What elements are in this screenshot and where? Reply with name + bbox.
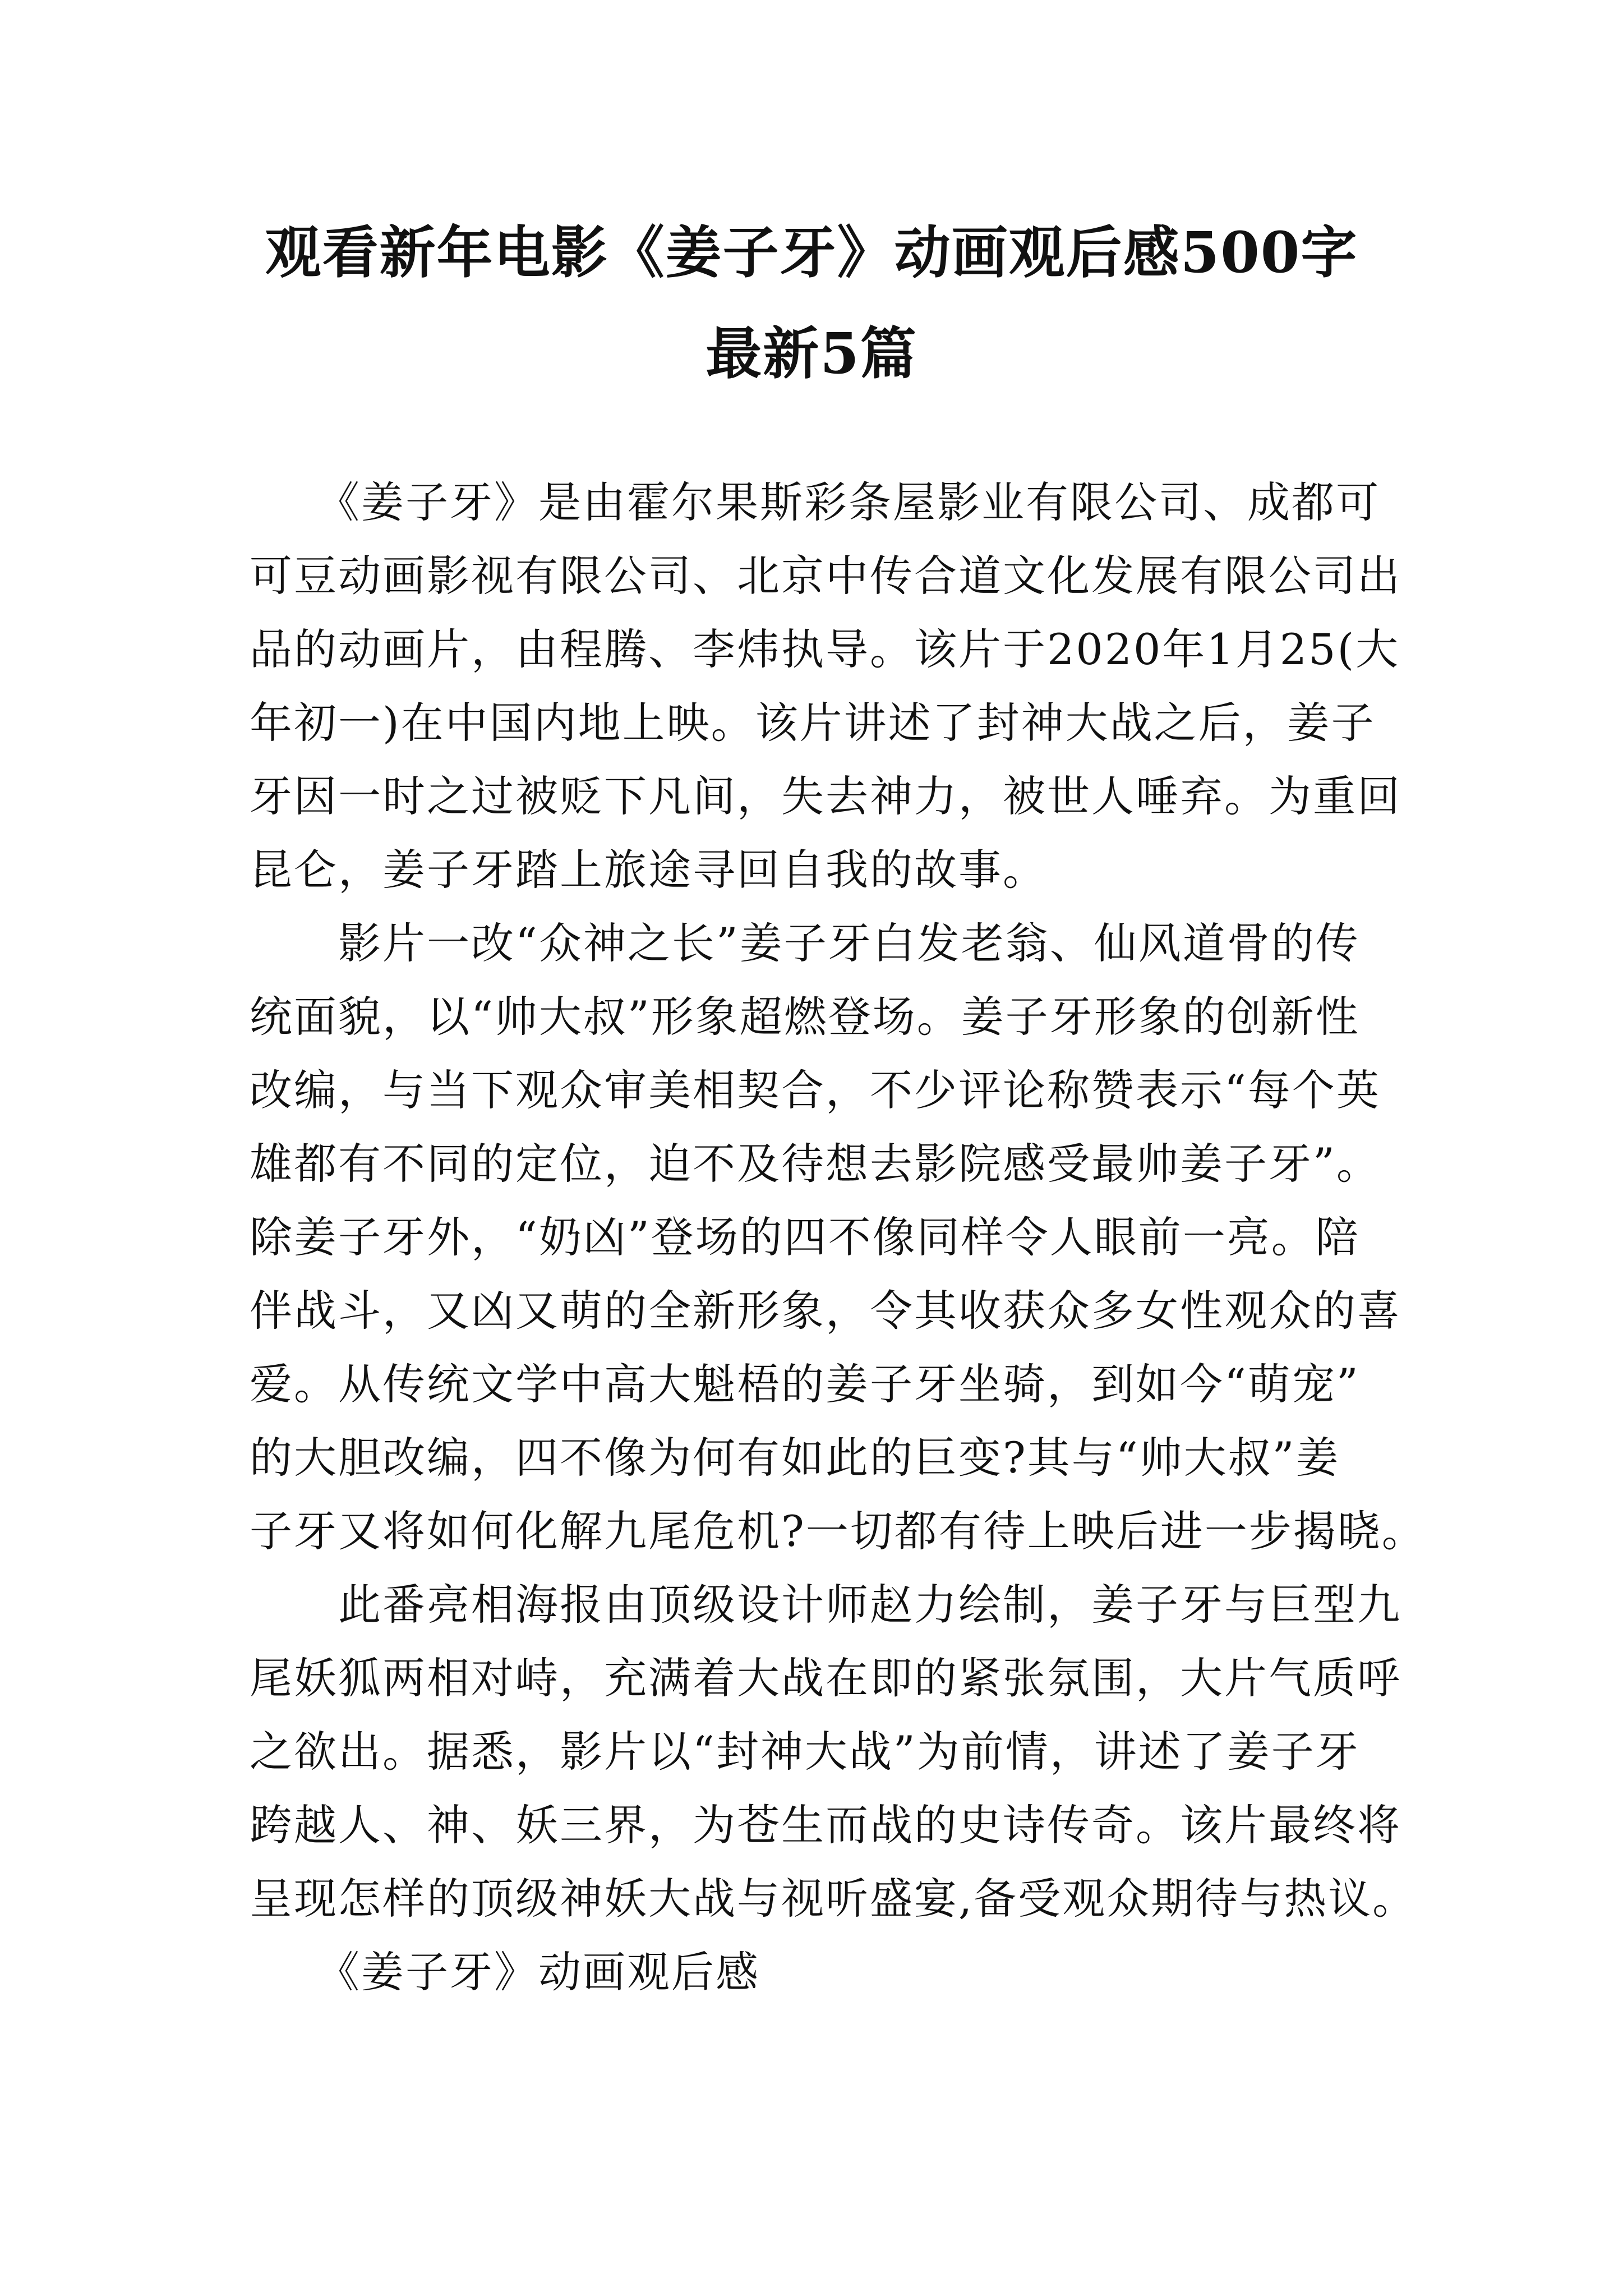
text-line: 伴战斗，又凶又萌的全新形象，令其收获众多女性观众的喜: [250, 1286, 1401, 1336]
text-line: 可豆动画影视有限公司、北京中传合道文化发展有限公司出: [250, 551, 1401, 601]
text-line: 改编，与当下观众审美相契合，不少评论称赞表示“每个英: [250, 1065, 1381, 1115]
text-line: 此番亮相海报由顶级设计师赵力绘制，姜子牙与巨型九: [250, 1580, 1401, 1630]
text-line: 跨越人、神、妖三界，为苍生而战的史诗传奇。该片最终将: [250, 1800, 1401, 1850]
paragraph-3: [250, 1568, 1417, 1935]
text-line: 昆仑，姜子牙踏上旅途寻回自我的故事。: [250, 845, 1047, 895]
text-line: 尾妖狐两相对峙，充满着大战在即的紧张氛围，大片气质呼: [250, 1653, 1401, 1703]
paragraph-1: [250, 466, 1401, 907]
text-line: 《姜子牙》动画观后感: [250, 1947, 760, 1997]
text-line: 的大胆改编，四不像为何有如此的巨变?其与“帅大叔”姜: [250, 1433, 1340, 1483]
text-line: 爱。从传统文学中高大魁梧的姜子牙坐骑，到如今“萌宠”: [250, 1359, 1360, 1409]
text-line: 统面貌，以“帅大叔”形象超燃登场。姜子牙形象的创新性: [250, 992, 1360, 1042]
paragraph-2: [250, 907, 1426, 1568]
text-line: 《姜子牙》是由霍尔果斯彩条屋影业有限公司、成都可: [250, 477, 1380, 527]
text-line: 品的动画片，由程腾、李炜执导。该片于2020年1月25(大: [250, 624, 1400, 674]
text-line: 子牙又将如何化解九尾危机?一切都有待上映后进一步揭晓。: [250, 1506, 1426, 1556]
text-line: 除姜子牙外，“奶凶”登场的四不像同样令人眼前一亮。陪: [250, 1212, 1360, 1262]
title-line-2: 最新5篇: [706, 320, 917, 386]
text-line: 年初一)在中国内地上映。该片讲述了封神大战之后，姜子: [250, 698, 1376, 748]
text-line: 呈现怎样的顶级神妖大战与视听盛宴,备受观众期待与热议。: [250, 1874, 1417, 1924]
text-line: 雄都有不同的定位，迫不及待想去影院感受最帅姜子牙”。: [250, 1139, 1381, 1189]
text-line: 之欲出。据悉，影片以“封神大战”为前情，讲述了姜子牙: [250, 1727, 1360, 1777]
text-line: 牙因一时之过被贬下凡间，失去神力，被世人唾弃。为重回: [250, 771, 1401, 821]
paragraph-4: [250, 1935, 1388, 2009]
document-title: [236, 202, 1387, 404]
title-line-1: 观看新年电影《姜子牙》动画观后感500字: [265, 219, 1358, 286]
text-line: 影片一改“众神之长”姜子牙白发老翁、仙风道骨的传: [250, 918, 1360, 968]
document-body: [250, 466, 1426, 2009]
